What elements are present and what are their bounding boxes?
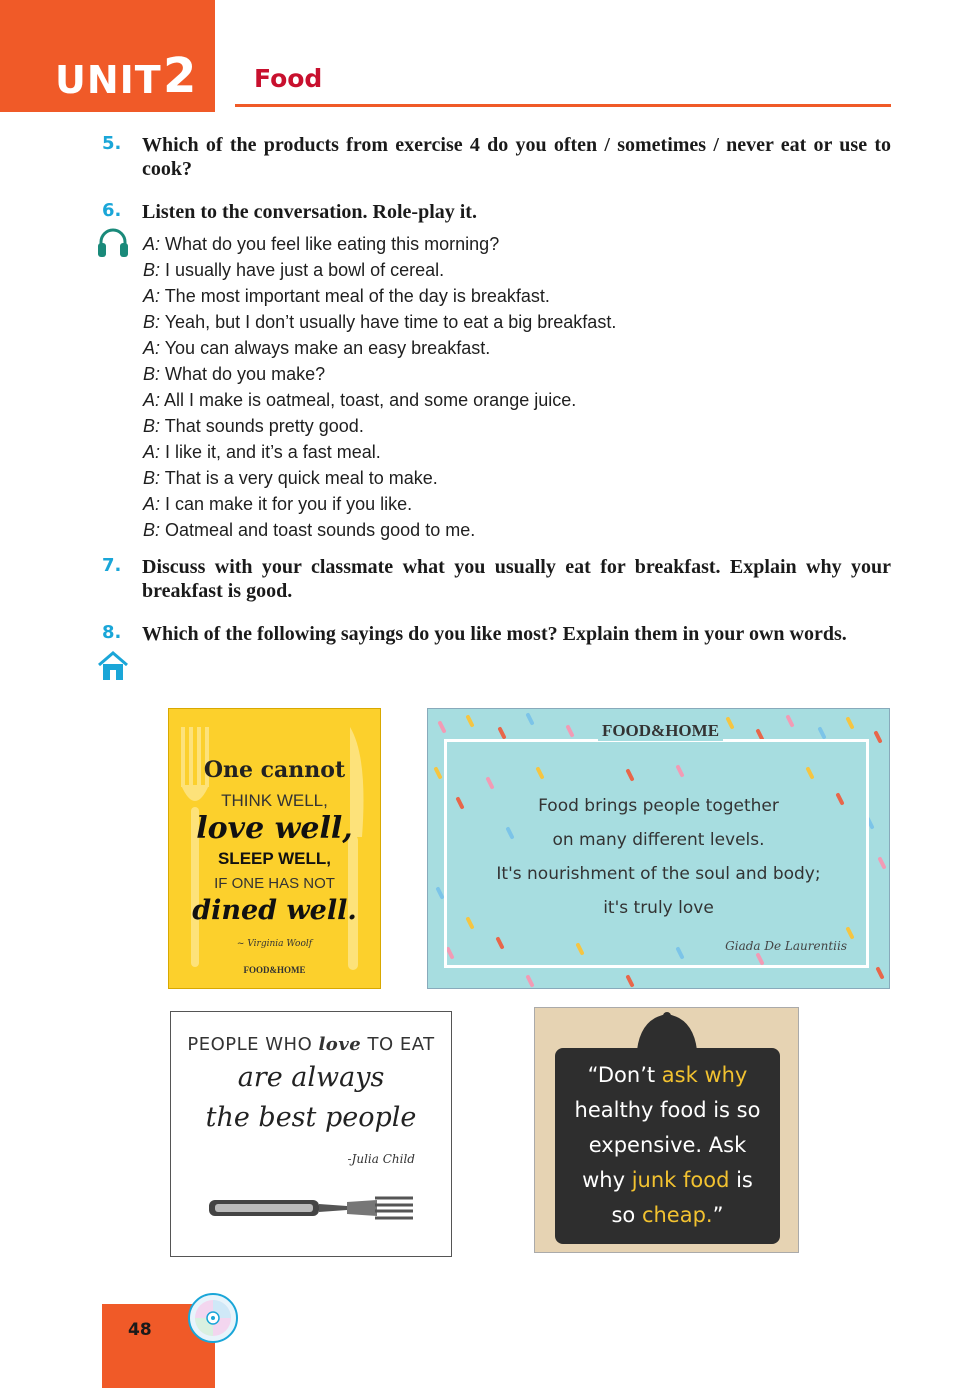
saying-author: ~ Virginia Woolf — [236, 939, 313, 949]
dialogue — [143, 231, 863, 543]
line-text: I can make it for you if you like. — [160, 494, 413, 514]
exercise-5 — [102, 133, 891, 183]
speaker: A: — [143, 442, 161, 462]
saying-author: Giada De Laurentiis — [725, 939, 847, 953]
saying-line: IF ONE HAS NOT — [214, 875, 335, 892]
saying-line: dined well. — [192, 895, 357, 926]
saying-text — [428, 789, 889, 925]
dialogue-line — [143, 517, 863, 543]
speaker: A: — [143, 338, 161, 358]
exercise-6 — [102, 200, 891, 226]
saying-line — [555, 1198, 780, 1233]
speaker: A: — [143, 286, 161, 306]
speaker: B: — [143, 468, 161, 488]
saying-highlight: cheap. — [641, 1203, 713, 1227]
line-text: Yeah, but I don’t usually have time to eat a big breakfast. — [160, 312, 617, 332]
saying-line — [171, 1034, 451, 1055]
saying-card-de-laurentiis — [427, 708, 890, 989]
fork-icon — [207, 1188, 417, 1228]
saying-line: the best people — [205, 1102, 417, 1133]
speaker: B: — [143, 364, 161, 384]
saying-line: are always — [237, 1062, 385, 1093]
exercise-instruction: Which of the products from exercise 4 do you often / sometimes / never eat or use to cook? — [142, 134, 891, 180]
saying-card-junk-food — [534, 1007, 799, 1253]
dialogue-line — [143, 491, 863, 517]
line-text: That sounds pretty good. — [160, 416, 364, 436]
speaker: A: — [143, 494, 161, 514]
page-number: 48 — [128, 1320, 152, 1340]
saying-line: expensive. Ask — [588, 1133, 747, 1157]
brand-logo: FOOD&HOME — [243, 965, 306, 975]
saying-fragment: TO EAT — [361, 1034, 435, 1055]
saying-line: on many different levels. — [552, 830, 765, 850]
saying-card-woolf — [168, 708, 381, 989]
saying-emphasis: love — [318, 1034, 362, 1055]
dialogue-line — [143, 257, 863, 283]
saying-line: love well, — [196, 811, 353, 846]
saying-card-child — [170, 1011, 452, 1257]
line-text: What do you make? — [160, 364, 326, 384]
saying-line: healthy food is so — [574, 1098, 761, 1122]
saying-line: THINK WELL, — [221, 791, 328, 810]
cd-icon — [187, 1292, 239, 1344]
speaker: A: — [143, 234, 161, 254]
saying-line: It's nourishment of the soul and body; — [496, 864, 821, 884]
exercise-number: 5. — [102, 133, 122, 154]
speaker: B: — [143, 312, 161, 332]
unit-number: 2 — [163, 48, 197, 104]
dialogue-line — [143, 309, 863, 335]
saying-fragment: PEOPLE WHO — [187, 1034, 319, 1055]
exercise-instruction: Which of the following sayings do you like most? Explain them in your own words. — [142, 623, 847, 645]
chalkboard — [555, 1048, 780, 1244]
saying-text — [555, 1058, 780, 1233]
dialogue-line — [143, 439, 863, 465]
saying-fragment: ” — [712, 1203, 724, 1227]
saying-line: One cannot — [203, 757, 346, 783]
line-text: That is a very quick meal to make. — [160, 468, 438, 488]
line-text: What do you feel like eating this morning? — [160, 234, 500, 254]
saying-fragment: “Don’t — [587, 1063, 662, 1087]
dialogue-line — [143, 413, 863, 439]
line-text: The most important meal of the day is breakfast. — [160, 286, 550, 306]
saying-highlight: ask why — [661, 1063, 748, 1087]
headphones-icon — [96, 226, 130, 258]
dialogue-line — [143, 231, 863, 257]
line-text: You can always make an easy breakfast. — [160, 338, 491, 358]
saying-line: SLEEP WELL, — [217, 849, 332, 868]
exercise-number: 6. — [102, 200, 122, 221]
ornament-icon — [631, 1010, 703, 1050]
exercise-8 — [102, 622, 891, 672]
dialogue-line — [143, 335, 863, 361]
exercise-number: 7. — [102, 555, 122, 576]
dialogue-line — [143, 283, 863, 309]
dialogue-line — [143, 361, 863, 387]
saying-highlight: junk food — [631, 1168, 730, 1192]
saying-fragment: so — [611, 1203, 642, 1227]
dialogue-line — [143, 465, 863, 491]
line-text: All I make is oatmeal, toast, and some orange juice. — [160, 390, 577, 410]
house-icon — [96, 650, 130, 682]
speaker: A: — [143, 390, 161, 410]
saying-line — [555, 1163, 780, 1198]
speaker: B: — [143, 520, 161, 540]
line-text: I like it, and it’s a fast meal. — [160, 442, 381, 462]
saying-fragment: is — [729, 1168, 753, 1192]
line-text: Oatmeal and toast sounds good to me. — [160, 520, 476, 540]
saying-line: it's truly love — [603, 898, 714, 918]
exercise-number: 8. — [102, 622, 122, 643]
saying-line: Food brings people together — [538, 796, 779, 816]
speaker: B: — [143, 416, 161, 436]
exercise-7 — [102, 555, 891, 605]
header-rule — [235, 104, 891, 107]
exercise-instruction: Discuss with your classmate what you usually eat for breakfast. Explain why your breakfast is good. — [142, 556, 891, 602]
brand-logo: FOOD&HOME — [598, 721, 723, 741]
saying-author: -Julia Child — [347, 1152, 415, 1166]
unit-label: UNIT — [55, 58, 162, 102]
line-text: I usually have just a bowl of cereal. — [160, 260, 445, 280]
saying-line — [555, 1058, 780, 1093]
saying-fragment: why — [582, 1168, 632, 1192]
speaker: B: — [143, 260, 161, 280]
exercise-instruction: Listen to the conversation. Role-play it. — [142, 201, 477, 223]
dialogue-line — [143, 387, 863, 413]
unit-title: Food — [254, 64, 323, 93]
